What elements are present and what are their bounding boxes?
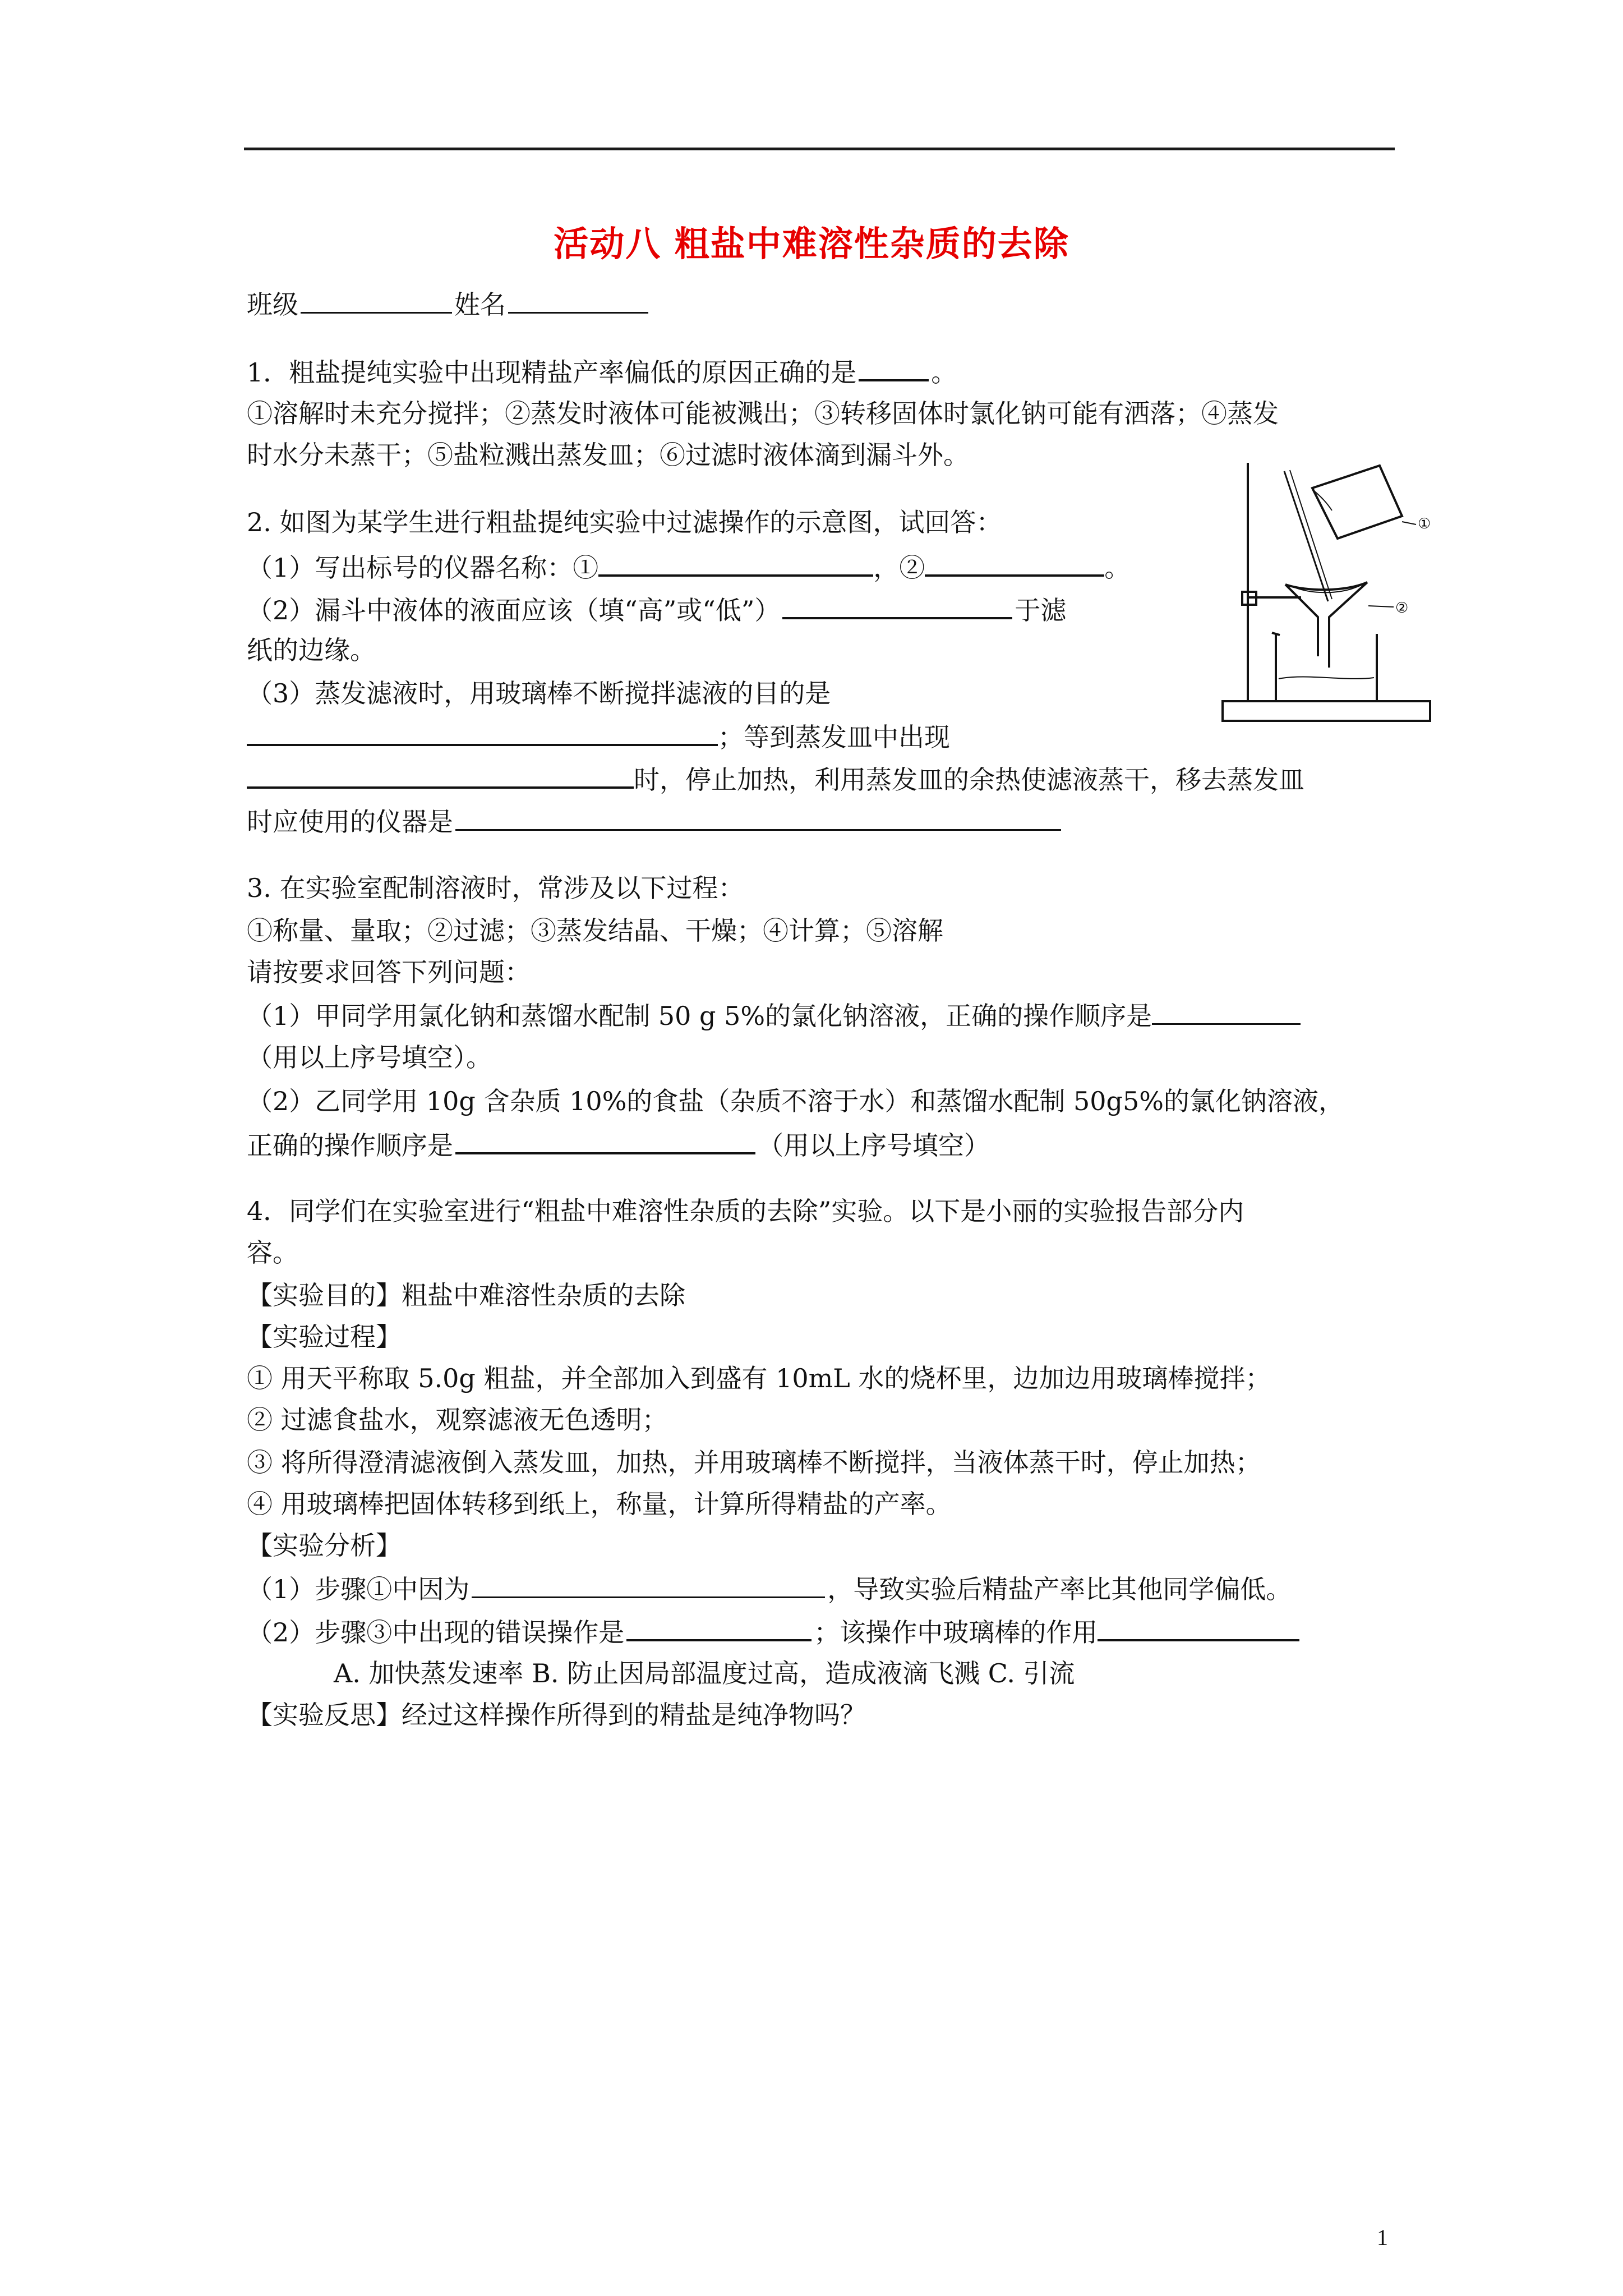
q3-blank-2[interactable] bbox=[455, 1126, 755, 1154]
q1-options-line1: ①溶解时未充分搅拌；②蒸发时液体可能被溅出；③转移固体时氯化钠可能有洒落；④蒸发 bbox=[247, 398, 1279, 429]
q2-blank-2[interactable] bbox=[925, 549, 1104, 577]
q4-stem-2: 容。 bbox=[247, 1237, 298, 1268]
q3-blank-1[interactable] bbox=[1152, 997, 1301, 1025]
name-label: 姓名 bbox=[454, 289, 506, 320]
q4-blank-1[interactable] bbox=[472, 1571, 825, 1598]
q1-stem: 1．粗盐提纯实验中出现精盐产率偏低的原因正确的是 。 bbox=[247, 353, 957, 390]
q4-reflection: 【实验反思】经过这样操作所得到的精盐是纯净物吗？ bbox=[247, 1700, 866, 1730]
q2-blank-1[interactable] bbox=[598, 549, 873, 577]
q2-part1: （1）写出标号的仪器名称：① ，② 。 bbox=[247, 549, 1130, 585]
q2-part2: （2）漏斗中液体的液面应该（填“高”或“低”） 于滤 bbox=[247, 591, 1066, 628]
q2-part3: （3）蒸发滤液时，用玻璃棒不断搅拌滤液的目的是 bbox=[247, 678, 831, 708]
q4-process-heading: 【实验过程】 bbox=[247, 1322, 402, 1352]
glass-rod bbox=[1284, 471, 1328, 601]
q4-blank-2[interactable] bbox=[626, 1613, 811, 1641]
q2-part3-line3: 时，停止加热，利用蒸发皿的余热使滤液蒸干，移去蒸发皿 bbox=[247, 761, 1304, 797]
q4-step-3: ③ 将所得澄清滤液倒入蒸发皿，加热，并用玻璃棒不断搅拌，当液体蒸干时，停止加热； bbox=[247, 1447, 1261, 1478]
class-label: 班级 bbox=[247, 289, 298, 320]
q3-part2: （2）乙同学用 10g 含杂质 10%的食盐（杂质不溶于水）和蒸馏水配制 50g5%的氯化钠溶液， bbox=[247, 1086, 1344, 1116]
name-line bbox=[247, 286, 651, 322]
q4-step-2: ② 过滤食盐水，观察滤液无色透明； bbox=[247, 1405, 668, 1435]
q2-blank-6[interactable] bbox=[455, 803, 1061, 831]
q3-part2-cont: 正确的操作顺序是 （用以上序号填空） bbox=[247, 1126, 990, 1163]
funnel-left bbox=[1285, 585, 1318, 656]
q2-part2-cont: 纸的边缘。 bbox=[247, 635, 376, 665]
q3-stem: 3. 在实验室配制溶液时，常涉及以下过程： bbox=[247, 873, 744, 903]
q1-options-line2: 时水分未蒸干；⑤盐粒溅出蒸发皿；⑥过滤时液体滴到漏斗外。 bbox=[247, 440, 969, 470]
page-title: 活动八 粗盐中难溶性杂质的去除 bbox=[554, 223, 1069, 264]
q3-steps: ①称量、量取；②过滤；③蒸发结晶、干燥；④计算；⑤溶解 bbox=[247, 915, 943, 946]
q4-stem-1: 4．同学们在实验室进行“粗盐中难溶性杂质的去除”实验。以下是小丽的实验报告部分内 bbox=[247, 1196, 1244, 1226]
q4-analysis-2: （2）步骤③中出现的错误操作是 ；该操作中玻璃棒的作用 bbox=[247, 1613, 1299, 1650]
stand-base bbox=[1223, 701, 1430, 721]
q3-part1: （1）甲同学用氯化钠和蒸馏水配制 50 g 5%的氯化钠溶液，正确的操作顺序是 bbox=[247, 997, 1301, 1033]
name-blank[interactable] bbox=[508, 286, 648, 314]
q4-analysis-1: （1）步骤①中因为 ，导致实验后精盐产率比其他同学偏低。 bbox=[247, 1571, 1292, 1607]
q3-part1-cont: （用以上序号填空）。 bbox=[247, 1042, 492, 1073]
q2-blank-5[interactable] bbox=[247, 761, 634, 789]
header-rule bbox=[244, 148, 1395, 150]
q2-part3-line2: ；等到蒸发皿中出现 bbox=[247, 718, 950, 754]
q3-instructions: 请按要求回答下列问题： bbox=[247, 957, 531, 987]
q4-step-1: ① 用天平称取 5.0g 粗盐，并全部加入到盛有 10mL 水的烧杯里，边加边用玻璃棒搅拌； bbox=[247, 1363, 1271, 1393]
q4-options: A. 加快蒸发速率 B. 防止因局部温度过高，造成液滴飞溅 C. 引流 bbox=[334, 1658, 1075, 1688]
q4-analysis-heading: 【实验分析】 bbox=[247, 1530, 402, 1561]
q2-part3-line4: 时应使用的仪器是 bbox=[247, 803, 1063, 839]
q4-purpose: 【实验目的】粗盐中难溶性杂质的去除 bbox=[247, 1280, 685, 1310]
q4-blank-3[interactable] bbox=[1098, 1613, 1299, 1641]
receiving-beaker bbox=[1276, 634, 1377, 701]
class-blank[interactable] bbox=[301, 286, 452, 314]
figure-label-1: ① bbox=[1418, 516, 1431, 532]
q4-step-4: ④ 用玻璃棒把固体转移到纸上，称量，计算所得精盐的产率。 bbox=[247, 1489, 952, 1519]
funnel-right bbox=[1329, 582, 1367, 668]
q2-blank-4[interactable] bbox=[247, 718, 718, 746]
q2-blank-3[interactable] bbox=[782, 591, 1012, 619]
q1-blank[interactable] bbox=[859, 353, 929, 381]
figure-label-2: ② bbox=[1395, 600, 1409, 616]
q2-stem: 2. 如图为某学生进行粗盐提纯实验中过滤操作的示意图，试回答： bbox=[247, 507, 1002, 537]
filtration-apparatus-figure bbox=[1217, 454, 1441, 729]
page-number: 1 bbox=[1377, 2225, 1388, 2250]
